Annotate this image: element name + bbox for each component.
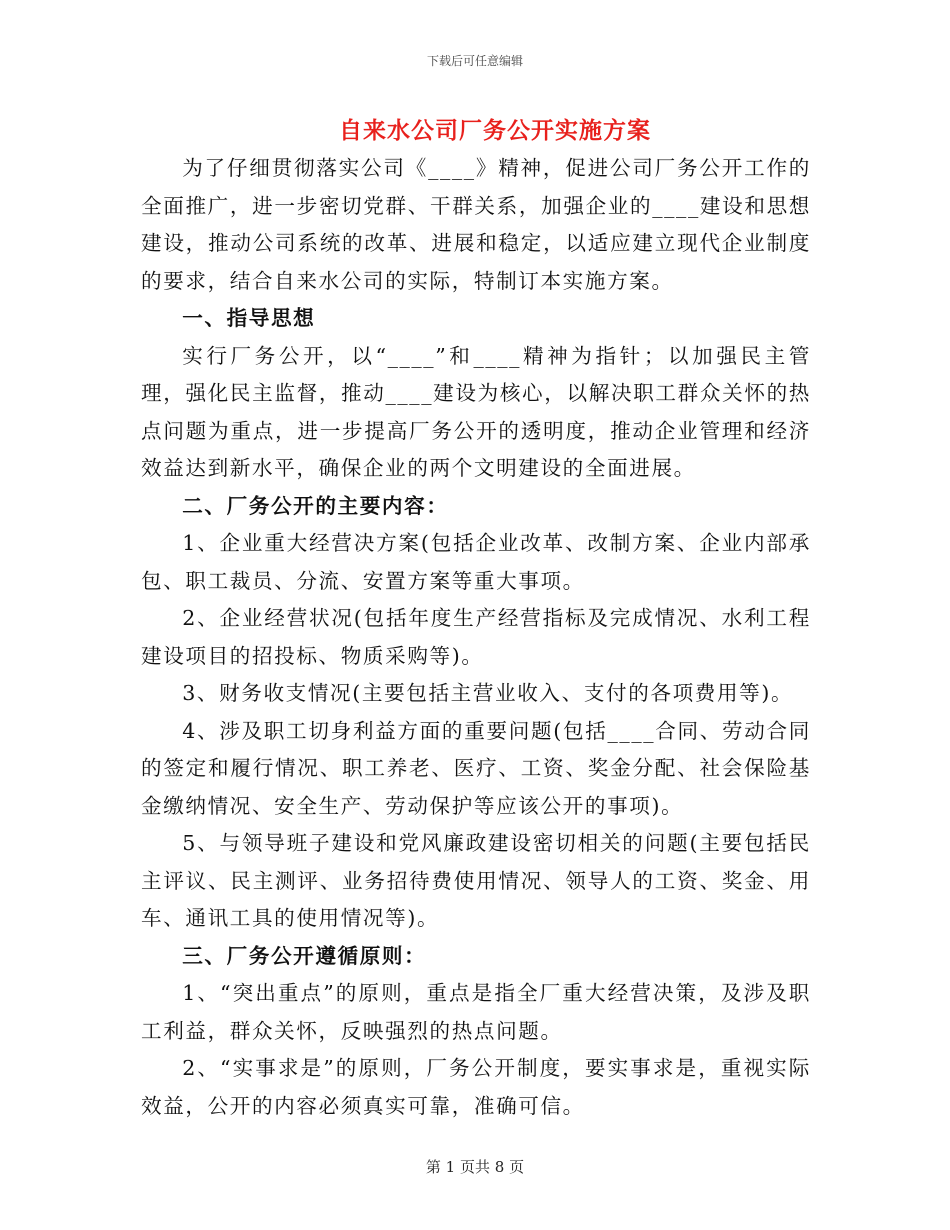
section-heading-main-content: 二、厂务公开的主要内容：: [182, 493, 449, 518]
principle-item-1: 1、“突出重点”的原则，重点是指全厂重大经营决策，及涉及职工利益，群众关怀，反映强烈的热点问题。: [141, 981, 811, 1043]
content-item-4: 4、涉及职工切身利益方面的重要问题(包括____合同、劳动合同的签定和履行情况、职工养老、医疗、工资、奖金分配、社会保险基金缴纳情况、安全生产、劳动保护等应该公开的事项)。: [141, 718, 811, 818]
section-heading-principles: 三、厂务公开遵循原则：: [182, 943, 427, 968]
document-title: 自来水公司厂务公开实施方案: [339, 117, 651, 144]
content-item-5: 5、与领导班子建设和党风廉政建设密切相关的问题(主要包括民主评议、民主测评、业务招待费使用情况、领导人的工资、奖金、用车、通讯工具的使用情况等)。: [141, 831, 811, 930]
section-heading-guiding-ideology: 一、指导思想: [182, 306, 316, 330]
content-item-1: 1、企业重大经营决方案(包括企业改革、改制方案、企业内部承包、职工裁员、分流、安置方案等重大事项。: [141, 531, 811, 593]
intro-paragraph: 为了仔细贯彻落实公司《____》精神，促进公司厂务公开工作的全面推广，进一步密切党群、干群关系，加强企业的____建设和思想建设，推动公司系统的改革、进展和稳定，以适应建立现代企业制度的要求，结合自来水公司的实际，特制订本实施方案。: [141, 156, 811, 293]
guiding-ideology-paragraph: 实行厂务公开，以“____”和____精神为指针；以加强民主管理，强化民主监督，推动____建设为核心，以解决职工群众关怀的热点问题为重点，进一步提高厂务公开的透明度，推动企业管理和经济效益达到新水平，确保企业的两个文明建设的全面进展。: [141, 343, 811, 480]
content-item-2: 2、企业经营状况(包括年度生产经营指标及完成情况、水利工程建设项目的招投标、物质采购等)。: [141, 606, 811, 668]
header-note: 下载后可任意编辑: [426, 54, 523, 68]
content-item-3: 3、财务收支情况(主要包括主营业收入、支付的各项费用等)。: [182, 681, 794, 705]
document-body: [141, 150, 811, 1125]
page-footer: 第 1 页共 8 页: [425, 1158, 525, 1176]
principle-item-2: 2、“实事求是”的原则，厂务公开制度，要实事求是，重视实际效益，公开的内容必须真实可靠，准确可信。: [141, 1056, 811, 1118]
